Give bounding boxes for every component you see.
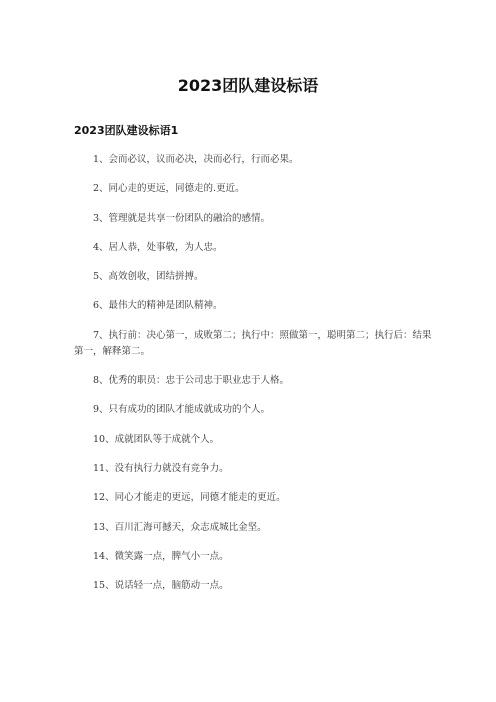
- list-item: 10、成就团队等于成就个人。: [93, 433, 220, 445]
- list-item: 15、说话轻一点，脑筋动一点。: [93, 580, 229, 592]
- document-title: 2023团队建设标语: [177, 76, 319, 95]
- list-item: 3、管理就是共享一份团队的融洽的感情。: [93, 212, 271, 224]
- section-heading: 2023团队建设标语1: [74, 124, 179, 137]
- list-item: 6、最伟大的精神是团队精神。: [93, 300, 223, 312]
- list-item: 5、高效创收，团结拼搏。: [93, 271, 204, 283]
- list-item: 14、微笑露一点，脾气小一点。: [93, 550, 229, 562]
- list-item: 11、没有执行力就没有竞争力。: [93, 462, 229, 474]
- slogan-list: [74, 152, 434, 607]
- list-item: 9、只有成功的团队才能成就成功的个人。: [93, 404, 271, 416]
- list-item: 12、同心才能走的更远，同德才能走的更近。: [93, 492, 286, 504]
- list-item: 7、执行前：决心第一，成败第二；执行中：照做第一，聪明第二；执行后：结果第一，解释第二。: [74, 329, 432, 357]
- list-item: 2、同心走的更远，同德走的.更近。: [93, 183, 245, 195]
- list-item: 1、会而必议，议而必决，决而必行，行而必果。: [93, 154, 299, 165]
- list-item: 4、居人恭，处事敬，为人忠。: [93, 241, 223, 253]
- list-item: 8、优秀的职员：忠于公司忠于职业忠于人格。: [93, 375, 290, 387]
- list-item: 13、百川汇海可撼天，众志成城比金坚。: [93, 521, 267, 533]
